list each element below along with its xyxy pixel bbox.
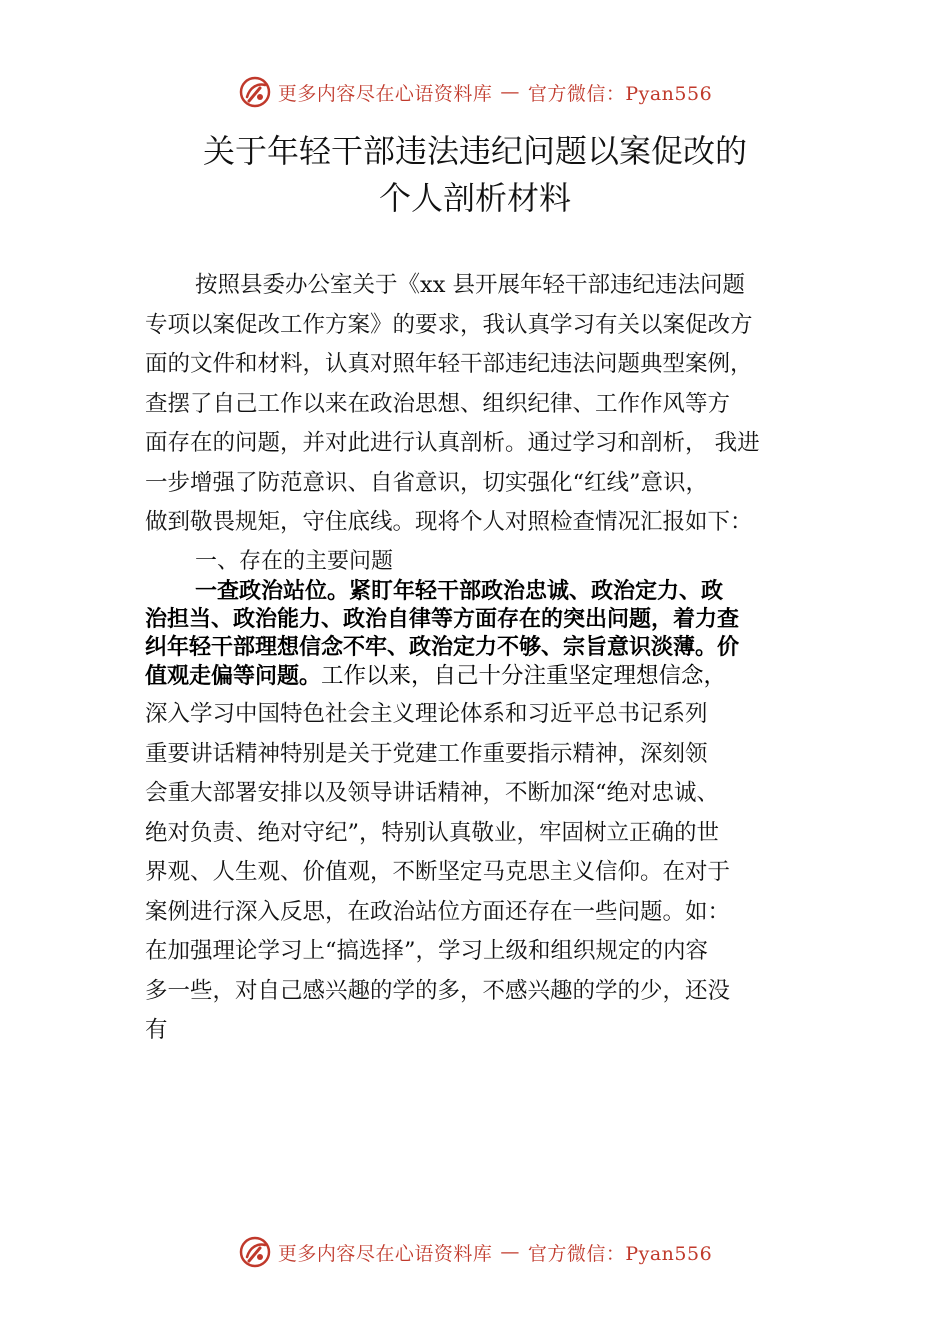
watermark-header	[0, 70, 950, 114]
document-title-line-2: 个人剖析材料	[378, 179, 571, 217]
section-heading: 一、存在的主要问题	[195, 548, 394, 573]
body-line: 有	[145, 1017, 168, 1043]
intro-line: 按照县委办公室关于《xx 县开展年轻干部违纪违法问题	[195, 272, 746, 298]
bold-line: 一查政治站位。紧盯年轻干部政治忠诚、政治定力、政	[195, 579, 724, 604]
bold-line-last-tail: 工作以来，自己十分注重坚定理想信念，	[321, 663, 727, 689]
watermark-wechat: 官方微信：Pyan556	[527, 1242, 713, 1265]
watermark-dash: —	[500, 1241, 520, 1263]
logo-seal-icon	[238, 1235, 272, 1269]
body-paragraph	[145, 695, 825, 1051]
bold-line-last	[145, 662, 825, 690]
body-line: 重要讲话精神特别是关于党建工作重要指示精神，深刻领	[145, 740, 708, 767]
body-line: 多一些，对自己感兴趣的学的多，不感兴趣的学的少，还没	[145, 977, 731, 1004]
watermark-text: 更多内容尽在心语资料库	[277, 82, 493, 105]
intro-line: 面的文件和材料，认真对照年轻干部违纪违法问题典型案例，	[145, 351, 753, 377]
bold-line: 纠年轻干部理想信念不牢、政治定力不够、宗旨意识淡薄。价	[145, 635, 740, 660]
bold-line-last-bold: 值观走偏等问题。	[145, 664, 322, 689]
document-title-line-1: 关于年轻干部违法违纪问题以案促改的	[202, 132, 747, 170]
watermark-footer	[0, 1230, 950, 1274]
bold-line: 治担当、政治能力、政治自律等方面存在的突出问题，着力查	[145, 607, 740, 632]
body-line: 在加强理论学习上“搞选择”，学习上级和组织规定的内容	[145, 938, 709, 964]
intro-paragraph	[145, 266, 825, 543]
intro-line: 查摆了自己工作以来在政治思想、组织纪律、工作作风等方	[145, 390, 731, 417]
logo-seal-icon	[238, 75, 272, 109]
intro-line: 面存在的问题，并对此进行认真剖析。通过学习和剖析， 我进	[145, 430, 760, 456]
bold-emphasis-block	[145, 578, 825, 690]
intro-line: 专项以案促改工作方案》的要求，我认真学习有关以案促改方	[145, 311, 753, 338]
body-line: 绝对负责、绝对守纪”，特别认真敬业，牢固树立正确的世	[145, 819, 720, 846]
body-line: 案例进行深入反思，在政治站位方面还存在一些问题。如：	[145, 898, 731, 925]
watermark-text: 更多内容尽在心语资料库	[277, 1242, 493, 1265]
body-line: 深入学习中国特色社会主义理论体系和习近平总书记系列	[145, 701, 708, 727]
intro-line: 一步增强了防范意识、自省意识，切实强化“红线”意识，	[145, 469, 709, 496]
intro-line: 做到敬畏规矩，守住底线。现将个人对照检查情况汇报如下：	[145, 509, 753, 535]
watermark-wechat: 官方微信：Pyan556	[527, 82, 713, 105]
watermark-dash: —	[500, 81, 520, 103]
body-line: 界观、人生观、价值观，不断坚定马克思主义信仰。在对于	[145, 859, 731, 885]
body-line: 会重大部署安排以及领导讲话精神，不断加深“绝对忠诚、	[145, 780, 720, 806]
